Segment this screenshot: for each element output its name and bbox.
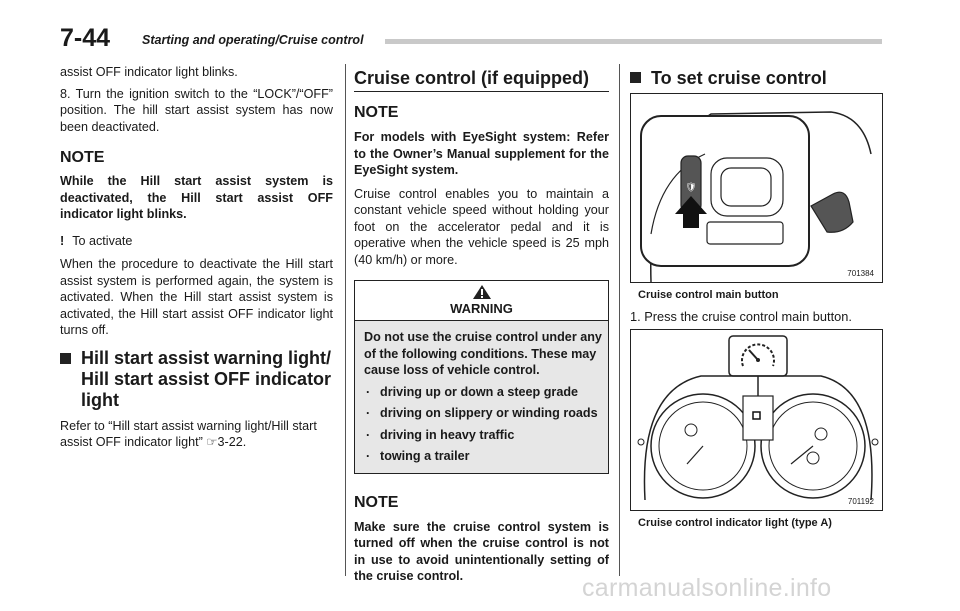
warning-header — [355, 281, 608, 321]
warning-title: WARNING — [450, 301, 513, 316]
figure1-id: 701384 — [847, 269, 874, 278]
warning-item: . driving up or down a steep grade — [364, 384, 602, 401]
cruise-control-heading: Cruise control (if equipped) — [354, 67, 609, 92]
warning-light-heading: Hill start assist warning light/ Hill start assist OFF indicator light — [81, 347, 332, 410]
heading-square-icon — [60, 353, 71, 364]
note-text: While the Hill start assist system is deactivated, the Hill start assist OFF indicator light blinks. — [60, 174, 333, 221]
figure1-caption: Cruise control main button — [638, 289, 779, 301]
warning-list — [364, 384, 602, 465]
set-cruise-heading-row — [630, 67, 883, 89]
header-rule — [385, 39, 882, 44]
note1-heading: NOTE — [354, 104, 399, 121]
steering-switch-illustration — [631, 94, 884, 282]
figure2-id: 701192 — [847, 496, 874, 506]
bullet-mark: ! — [60, 233, 65, 248]
figure-main-button — [630, 93, 883, 283]
warning-box — [354, 280, 609, 474]
watermark: carmanualsonline.info — [582, 574, 832, 602]
note-heading: NOTE — [60, 149, 105, 166]
column-divider — [619, 64, 620, 576]
step-8: 8. Turn the ignition switch to the “LOCK”/“OFF” position. The hill start assist system has now been deactivated. — [60, 86, 333, 134]
note1-text: For models with EyeSight system: Refer to the Owner’s Manual supplement for the EyeSight system. — [354, 130, 609, 177]
warning-text: Do not use the cruise control under any of the following conditions. These may cause loss of vehicle control. — [364, 330, 602, 377]
section-title: Starting and operating/Cruise control — [142, 33, 364, 47]
page-header — [60, 24, 882, 52]
warning-item: . driving in heavy traffic — [364, 427, 602, 444]
right-column — [630, 64, 883, 529]
activate-heading: To activate — [72, 233, 133, 248]
warning-triangle-icon — [472, 284, 492, 300]
svg-text:🛡: 🛡 — [685, 183, 697, 193]
activate-text: When the procedure to deactivate the Hill start assist system is performed again, the system is activated. When the Hill start assist system is activated, the Hill start assist OFF indicator light turns off. — [60, 257, 333, 337]
set-cruise-heading: To set cruise control — [651, 68, 827, 88]
left-column — [60, 64, 333, 451]
step-1: 1. Press the cruise control main button. — [630, 309, 852, 324]
intro-text: Cruise control enables you to maintain a constant vehicle speed without holding your foot on the accelerator pedal and it is operative when the vehicle speed is 25 mph (40 km/h) or more. — [354, 186, 609, 267]
instrument-cluster-illustration — [631, 330, 884, 510]
warning-body — [355, 321, 608, 473]
refer-text: Refer to “Hill start assist warning light/Hill start assist OFF indicator light” ☞3-22. — [60, 418, 317, 449]
warning-item: . driving on slippery or winding roads — [364, 405, 602, 422]
warning-light-heading-row — [60, 348, 333, 411]
activate-heading-row — [60, 233, 333, 250]
note2-text: Make sure the cruise control system is turned off when the cruise control is not in use to avoid unintentionally setting of the cruise control. — [354, 519, 609, 583]
heading-square-icon — [630, 72, 641, 83]
column-divider — [345, 64, 346, 576]
middle-column — [354, 64, 609, 585]
figure2-caption: Cruise control indicator light (type A) — [638, 516, 832, 529]
warning-item: . towing a trailer — [364, 448, 602, 465]
note2-heading: NOTE — [354, 493, 399, 511]
page-number: 7-44 — [60, 24, 111, 52]
continued-text: assist OFF indicator light blinks. — [60, 65, 238, 79]
figure-indicator-light — [630, 329, 883, 511]
